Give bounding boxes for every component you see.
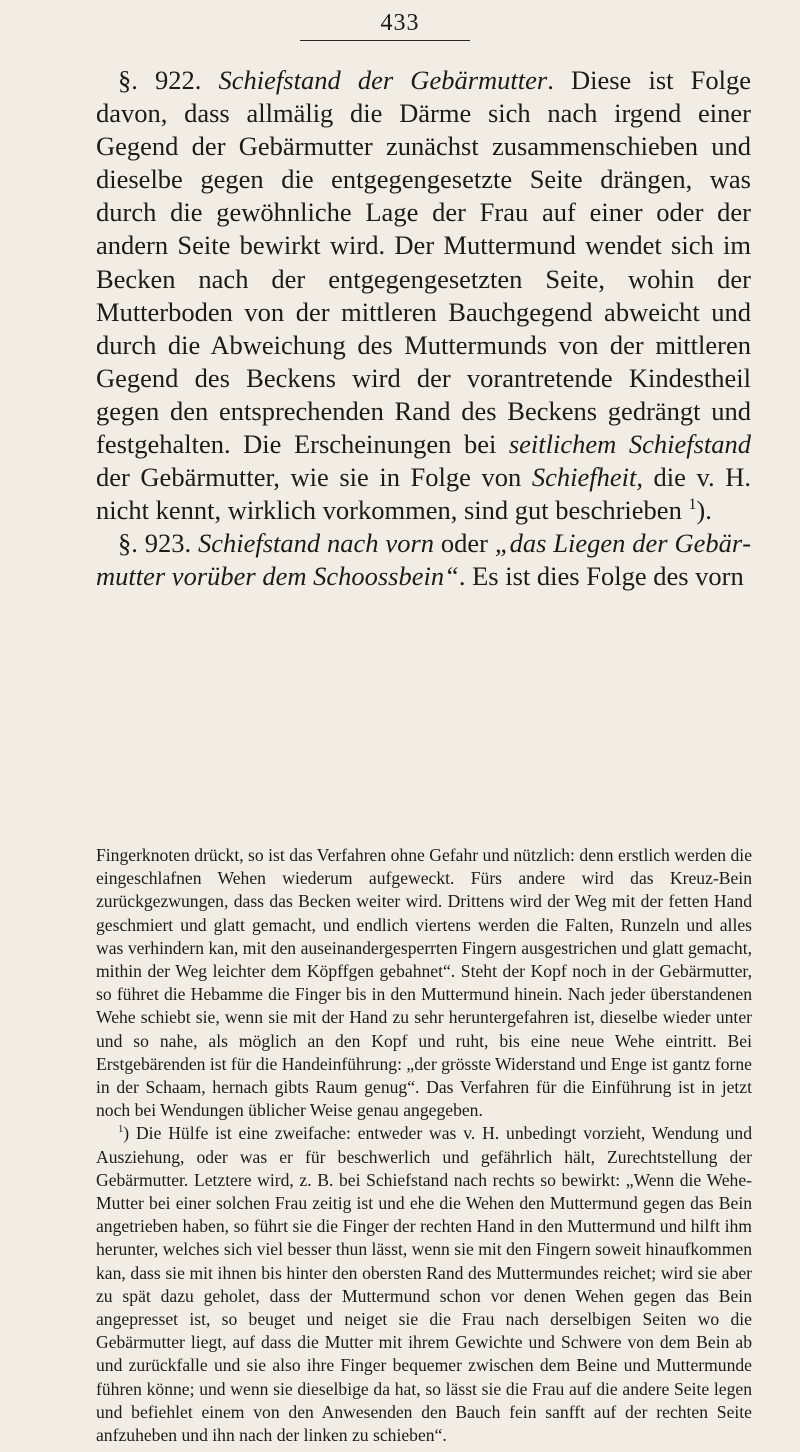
section-title: Schiefstand der Gebärmutter: [218, 65, 548, 95]
main-text: [96, 64, 751, 594]
page-number: 433: [380, 10, 420, 36]
footnotes: [96, 844, 752, 1447]
section-923: [96, 527, 751, 593]
header-rule: [300, 40, 470, 41]
section-text: oder: [434, 528, 495, 559]
section-text: der Gebärmutter, wie sie in Folge von: [96, 462, 532, 493]
emphasis: „das Liegen der Gebärmutter vorüber dem Schoossbein“: [96, 528, 752, 592]
emphasis: Schiefheit,: [531, 462, 643, 493]
section-number: §. 923.: [118, 528, 192, 559]
section-922: [96, 64, 751, 527]
footnote-reference: 1: [688, 496, 697, 514]
emphasis: seitlichem Schiefstand: [508, 429, 751, 460]
section-title: Schiefstand nach vorn: [198, 528, 435, 559]
footnote-marker: 1: [118, 1124, 124, 1136]
footnote-text: ) Die Hülfe ist eine zweifache: entweder was v. H. unbedingt vorzieht, Wendung und Ausziehung, oder was er für beschwerlich und gefährlich hält, Zurechtstellung der Gebärmutter. Letztere wird, z. B. bei Schiefstand nach rechts so bewirkt: „Wenn die Wehe-Mutter bei einer solchen Frau zeitig ist und ehe die Wehen den Muttermund gegen das Bein angetrieben haben, so führt sie die Finger der rechten Hand in den Muttermund und hilft ihm herunter, welches sich viel besser thun lässt, wenn sie mit den Fingern soweit hinaufkommen kan, dass sie mit ihnen bis hinter den obersten Rand des Muttermundes reichet; wird sie aber zu spät dazu geholet, dass der Muttermund schon vor denen Wehen gegen das Bein angepresset ist, so beuget und neiget sie die Frau nach derselbigen Seiten wo die Gebärmutter liegt, auf dass die Mutter mit ihrem Gewichte und Schwere von dem Bein ab und zurückfalle und sie also ihre Finger bequemer zwischen dem Beine und Muttermunde führen könne; und wenn sie dieselbige da hat, so lässt sie die Frau auf die andere Seite legen und befiehlet einem von den Anwesenden den Bauch fein sanfft auf der rechten Seite anfzuheben und ihn nach der linken zu schieben“.: [96, 1123, 752, 1446]
section-number: §. 922.: [118, 65, 202, 95]
section-text: die v. H. nicht kennt, wirklich vorkommen, sind gut beschrieben: [96, 462, 751, 526]
footnote-continuation: Fingerknoten drückt, so ist das Verfahren ohne Gefahr und nützlich: denn erstlich werden die eingeschlafnen Wehen wiederum aufgeweckt. Fürs andere wird das Kreuz-Bein zurückgezwungen, dass das Becken weiter wird. Drittens wird der Weg mit der fetten Hand geschmiert und glatt gemacht, und endlich viertens werden die Falten, Runzeln und alles was verhindern kan, mit den auseinandergesperrten Fingern ausgestrichen und glatt gemacht, mithin der Weg leichter dem Köpffgen gebahnet“. Steht der Kopf noch in der Gebärmutter, so führet die Hebamme die Finger bis in den Muttermund hinein. Nach jeder überstandenen Wehe schiebt sie, wenn sie mit der Hand zu sehr heruntergefahren ist, dieselbe wieder unter und so nahe, als möglich an den Kopf und ruht, bis eine neue Wehe eintritt. Bei Erstgebärenden ist für die Handeinführung: „der grösste Widerstand und Enge ist gantz forne in der Schaam, hernach gibts Raum genug“. Das Verfahren für die Einführung ist in jetzt noch bei Wendungen üblicher Weise genau angegeben.: [96, 845, 752, 1121]
section-text: . Es ist dies Folge des vorn: [458, 561, 744, 592]
section-text: . Diese ist Folge davon, dass allmälig die Därme sich nach irgend einer Gegend der Gebärmutter zunächst zusammenschieben und dieselbe gegen die entgegengesetzte Seite drängen, was durch die gewöhnliche Lage der Frau auf einer oder der andern Seite bewirkt wird. Der Muttermund wendet sich im Becken nach der entgegengesetzten Seite, wohin der Mutterboden von der mittleren Bauchgegend abweicht und durch die Abweichung des Muttermunds von der mittleren Gegend des Beckens wird der vorantretende Kindestheil gegen den entsprechenden Rand des Beckens gedrängt und festgehalten. Die Erscheinungen bei: [96, 65, 751, 460]
section-text: ).: [696, 495, 712, 526]
footnote-1: [96, 1122, 752, 1447]
